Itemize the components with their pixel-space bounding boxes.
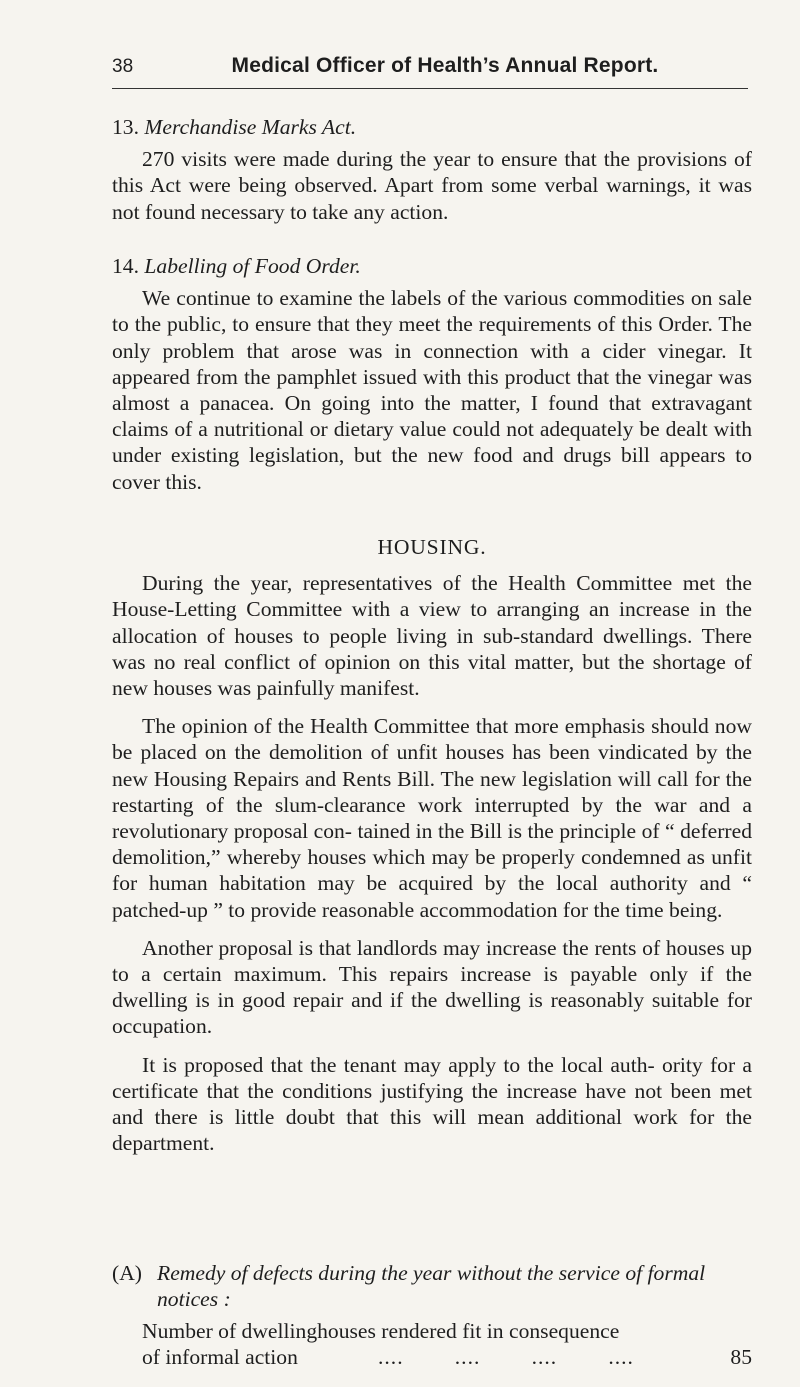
remedy-count-label-1: Number of dwellinghouses rendered fit in consequence xyxy=(142,1319,620,1343)
housing-paragraph-1: During the year, representatives of the Health Committee met the House-Letting Committee with a view to arranging an increase in the allocation of houses to people living in sub-standard dwellings. There was no real conflict of opinion on this vital matter, but the shortage of new houses was painfully manifest. xyxy=(112,571,752,701)
housing-paragraph-3: Another proposal is that landlords may increase the rents of houses up to a certain maximum. This repairs increase is payable only if the dwelling is in good repair and if the dwelling is reasonably suitable for occupation. xyxy=(112,935,752,1039)
section-13-paragraph: 270 visits were made during the year to ensure that the provisions of this Act were being observed. Apart from some verbal warnings, it was not found necessary to take any action. xyxy=(112,147,752,224)
running-title: Medical Officer of Health’s Annual Report. xyxy=(231,54,659,77)
housing-paragraph-4: It is proposed that the tenant may apply to the local auth- ority for a certificate that the conditions justifying the increase have not been met and there is little doubt that this will mean additional work for the department. xyxy=(112,1052,752,1156)
housing-section xyxy=(112,534,752,1156)
section-13-title: Merchandise Marks Act. xyxy=(144,115,357,139)
remedy-count-value: 85 xyxy=(730,1344,752,1369)
section-14-title: Labelling of Food Order. xyxy=(144,254,361,278)
housing-paragraph-2: The opinion of the Health Committee that more emphasis should now be placed on the demolition of unfit houses has been vindicated by the new Housing Repairs and Rents Bill. The new legislation will call for the restarting of the slum-clearance work interrupted by the war and a revolutionary proposal con- tained in the Bill is the principle of “ deferred demolition,” whereby houses which may be properly condemned as unfit for human habitation may be acquired by the local authority and “ patched-up ” to provide reasonable accommodation for the time being. xyxy=(112,714,752,922)
section-13-heading xyxy=(112,114,752,140)
section-13 xyxy=(112,114,752,225)
remedy-leader-dots: .... .... .... .... xyxy=(378,1345,634,1369)
section-14-heading xyxy=(112,253,752,279)
remedy-count-line-2 xyxy=(142,1344,752,1370)
page-number: 38 xyxy=(112,56,134,77)
housing-heading: HOUSING. xyxy=(377,535,487,559)
section-14-number: 14. xyxy=(112,254,139,278)
remedy-item xyxy=(112,1260,752,1312)
remedy-label: (A) xyxy=(112,1261,142,1285)
section-13-number: 13. xyxy=(112,115,139,139)
running-header xyxy=(112,52,748,92)
header-rule xyxy=(112,88,748,89)
section-14-paragraph: We continue to examine the labels of the various commodities on sale to the public, to ensure that they meet the requirements of this Order. The only problem that arose was in connection with a cider vinegar. It appeared from the pamphlet issued with this product that the vinegar was almost a panacea. On going into the matter, I found that extravagant claims of a nutritional or dietary value could not adequately be dealt with under existing legislation, but the new food and drugs bill appears to cover this. xyxy=(112,286,752,494)
remedy-count-line-1 xyxy=(142,1318,752,1344)
remedy-count-label-2: of informal action xyxy=(142,1345,298,1369)
section-14 xyxy=(112,253,752,495)
remedy-title: Remedy of defects during the year without the service of formal notices : xyxy=(157,1261,706,1312)
